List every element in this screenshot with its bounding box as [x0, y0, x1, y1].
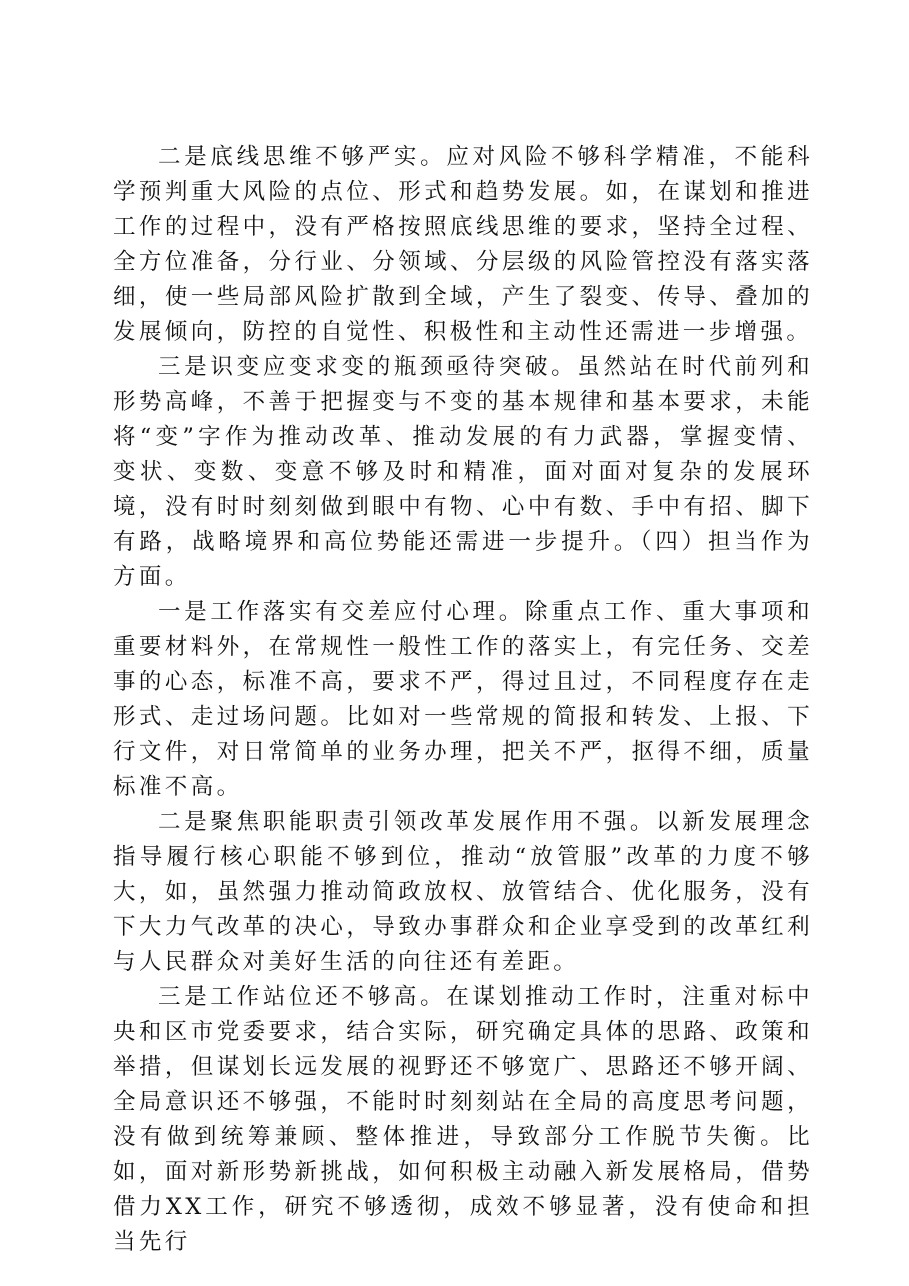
paragraph-reform-leadership: 二是聚焦职能职责引领改革发展作用不强。以新发展理念指导履行核心职能不够到位，推动“放管服”改革的力度不够大，如，虽然强力推动简政放权、放管结合、优化服务，没有下大力气改革的决心，导致办事群众和企业享受到的改革红利与人民群众对美好生活的向往还有差距。 [113, 809, 813, 975]
paragraph-work-implementation: 一是工作落实有交差应付心理。除重点工作、重大事项和重要材料外，在常规性一般性工作的落实上，有完任务、交差事的心态，标准不高，要求不严，得过且过，不同程度存在走形式、走过场问题。比如对一些常规的简报和转发、上报、下行文件，对日常简单的业务办理，把关不严，抠得不细，质量标准不高。 [113, 599, 813, 800]
document-body [113, 140, 813, 1260]
paragraph-work-standpoint: 三是工作站位还不够高。在谋划推动工作时，注重对标中央和区市党委要求，结合实际，研究确定具体的思路、政策和举措，但谋划长远发展的视野还不够宽广、思路还不够开阔、全局意识还不够强，不能时时刻刻站在全局的高度思考问题，没有做到统筹兼顾、整体推进，导致部分工作脱节失衡。比如，面对新形势新挑战，如何积极主动融入新发展格局，借势借力XX工作，研究不够透彻，成效不够显著，没有使命和担当先行 [113, 984, 813, 1255]
paragraph-adapt-to-change: 三是识变应变求变的瓶颈亟待突破。虽然站在时代前列和形势高峰，不善于把握变与不变的基本规律和基本要求，未能将“变”字作为推动改革、推动发展的有力武器，掌握变情、变状、变数、变意不够及时和精准，面对面对复杂的发展环境，没有时时刻刻做到眼中有物、心中有数、手中有招、脚下有路，战略境界和高位势能还需进一步提升。（四）担当作为方面。 [113, 354, 813, 590]
paragraph-bottom-line-thinking: 二是底线思维不够严实。应对风险不够科学精准，不能科学预判重大风险的点位、形式和趋势发展。如，在谋划和推进工作的过程中，没有严格按照底线思维的要求，坚持全过程、全方位准备，分行业、分领域、分层级的风险管控没有落实落细，使一些局部风险扩散到全域，产生了裂变、传导、叠加的发展倾向，防控的自觉性、积极性和主动性还需进一步增强。 [113, 144, 813, 345]
